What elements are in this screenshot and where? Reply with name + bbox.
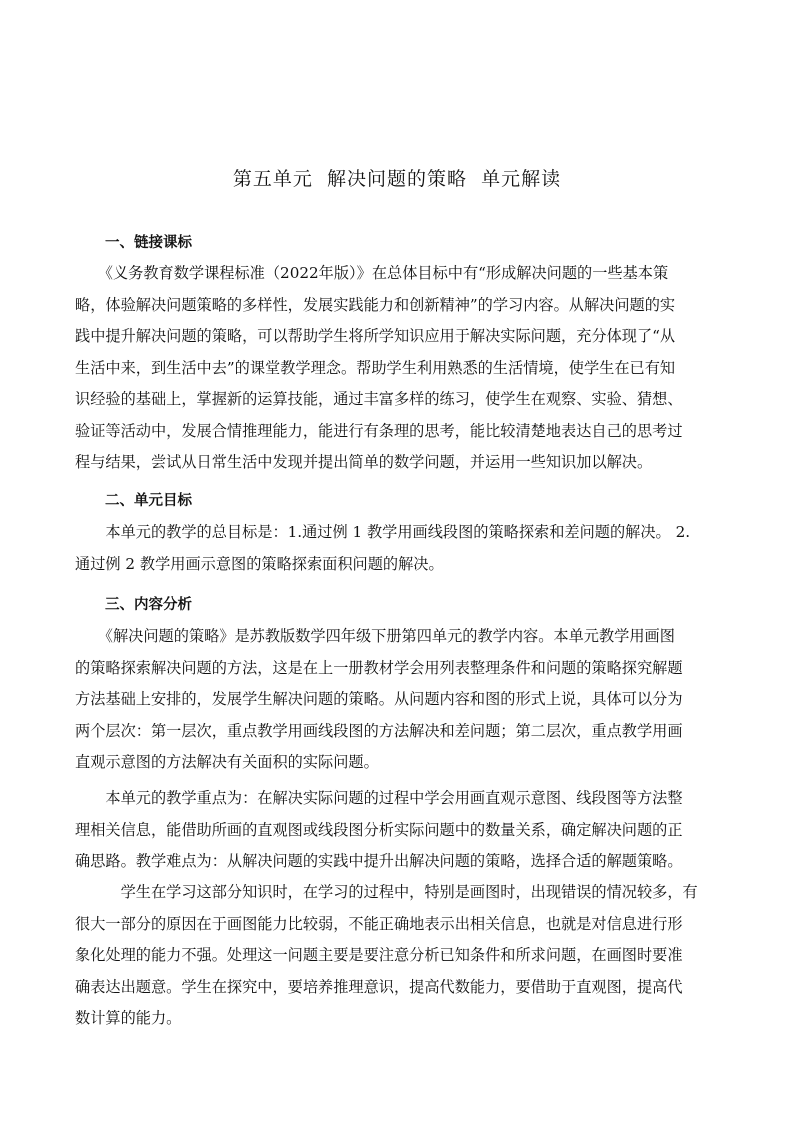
text-line: 确表达出题意。学生在探究中，要培养推理意识，提高代数能力，要借助于直观图，提高代	[75, 977, 683, 996]
paragraph-content-analysis-2	[75, 783, 715, 878]
paragraph-content-analysis-3	[75, 877, 715, 1035]
section-heading-curriculum-standards: 一、链接课标	[105, 235, 192, 251]
section-heading-unit-goals: 二、单元目标	[105, 493, 192, 509]
text-line: 直观示意图的方法解决有关面积的实际问题。	[75, 753, 379, 771]
text-line: 学生在学习这部分知识时，在学习的过程中，特别是画图时，出现错误的情况较多，有	[75, 883, 698, 901]
text-line: 践中提升解决问题的策略，可以帮助学生将所学知识应用于解决实际问题，充分体现了“从	[75, 327, 676, 345]
text-line: 本单元的教学重点为：在解决实际问题的过程中学会用画直观示意图、线段图等方法整	[75, 789, 683, 807]
text-line: 验证等活动中，发展合情推理能力，能进行有条理的思考，能比较清楚地表达自己的思考过	[75, 421, 683, 440]
text-line: 理相关信息，能借助所画的直观图或线段图分析实际问题中的数量关系，确定解决问题的正	[75, 820, 683, 839]
text-line: 很大一部分的原因在于画图能力比较弱，不能正确地表示出相关信息，也就是对信息进行形	[75, 914, 683, 933]
text-line: 《义务教育数学课程标准（2022年版）》在总体目标中有“形成解决问题的一些基本策	[75, 264, 669, 282]
text-line: 象化处理的能力不强。处理这一问题主要是要注意分析已知条件和所求问题，在画图时要准	[75, 946, 683, 964]
paragraph-curriculum-standards	[75, 258, 715, 479]
document-title: 第五单元 解决问题的策略 单元解读	[232, 168, 562, 190]
section-heading-content-analysis: 三、内容分析	[105, 597, 192, 613]
text-line: 本单元的教学的总目标是：1.通过例 1 教学用画线段图的策略探索和差问题的解决。 2.	[75, 523, 691, 541]
text-line: 通过例 2 教学用画示意图的策略探索面积问题的解决。	[75, 554, 444, 573]
text-line: 的策略探索解决问题的方法，这是在上一册教材学会用列表整理条件和问题的策略探究解题	[75, 658, 683, 677]
text-line: 生活中来，到生活中去”的课堂教学理念。帮助学生利用熟悉的生活情境，使学生在已有知	[75, 358, 676, 377]
text-line: 确思路。教学难点为：从解决问题的实践中提升出解决问题的策略，选择合适的解题策略。	[75, 852, 683, 870]
text-line: 略，体验解决问题策略的多样性，发展实践能力和创新精神”的学习内容。从解决问题的实	[75, 295, 676, 314]
text-line: 识经验的基础上，掌握新的运算技能，通过丰富多样的练习，使学生在观察、实验、猜想、	[75, 390, 683, 408]
paragraph-content-analysis-1	[75, 621, 715, 779]
text-line: 方法基础上安排的，发展学生解决问题的策略。从问题内容和图的形式上说，具体可以分为	[75, 690, 683, 708]
text-line: 程与结果，尝试从日常生活中发现并提出简单的数学问题，并运用一些知识加以解决。	[75, 453, 653, 471]
text-line: 数计算的能力。	[75, 1009, 182, 1027]
text-line: 两个层次：第一层次，重点教学用画线段图的方法解决和差问题；第二层次，重点教学用画	[75, 721, 683, 740]
text-line: 《解决问题的策略》是苏教版数学四年级下册第四单元的教学内容。本单元教学用画图	[75, 627, 675, 645]
paragraph-unit-goals	[75, 517, 715, 580]
